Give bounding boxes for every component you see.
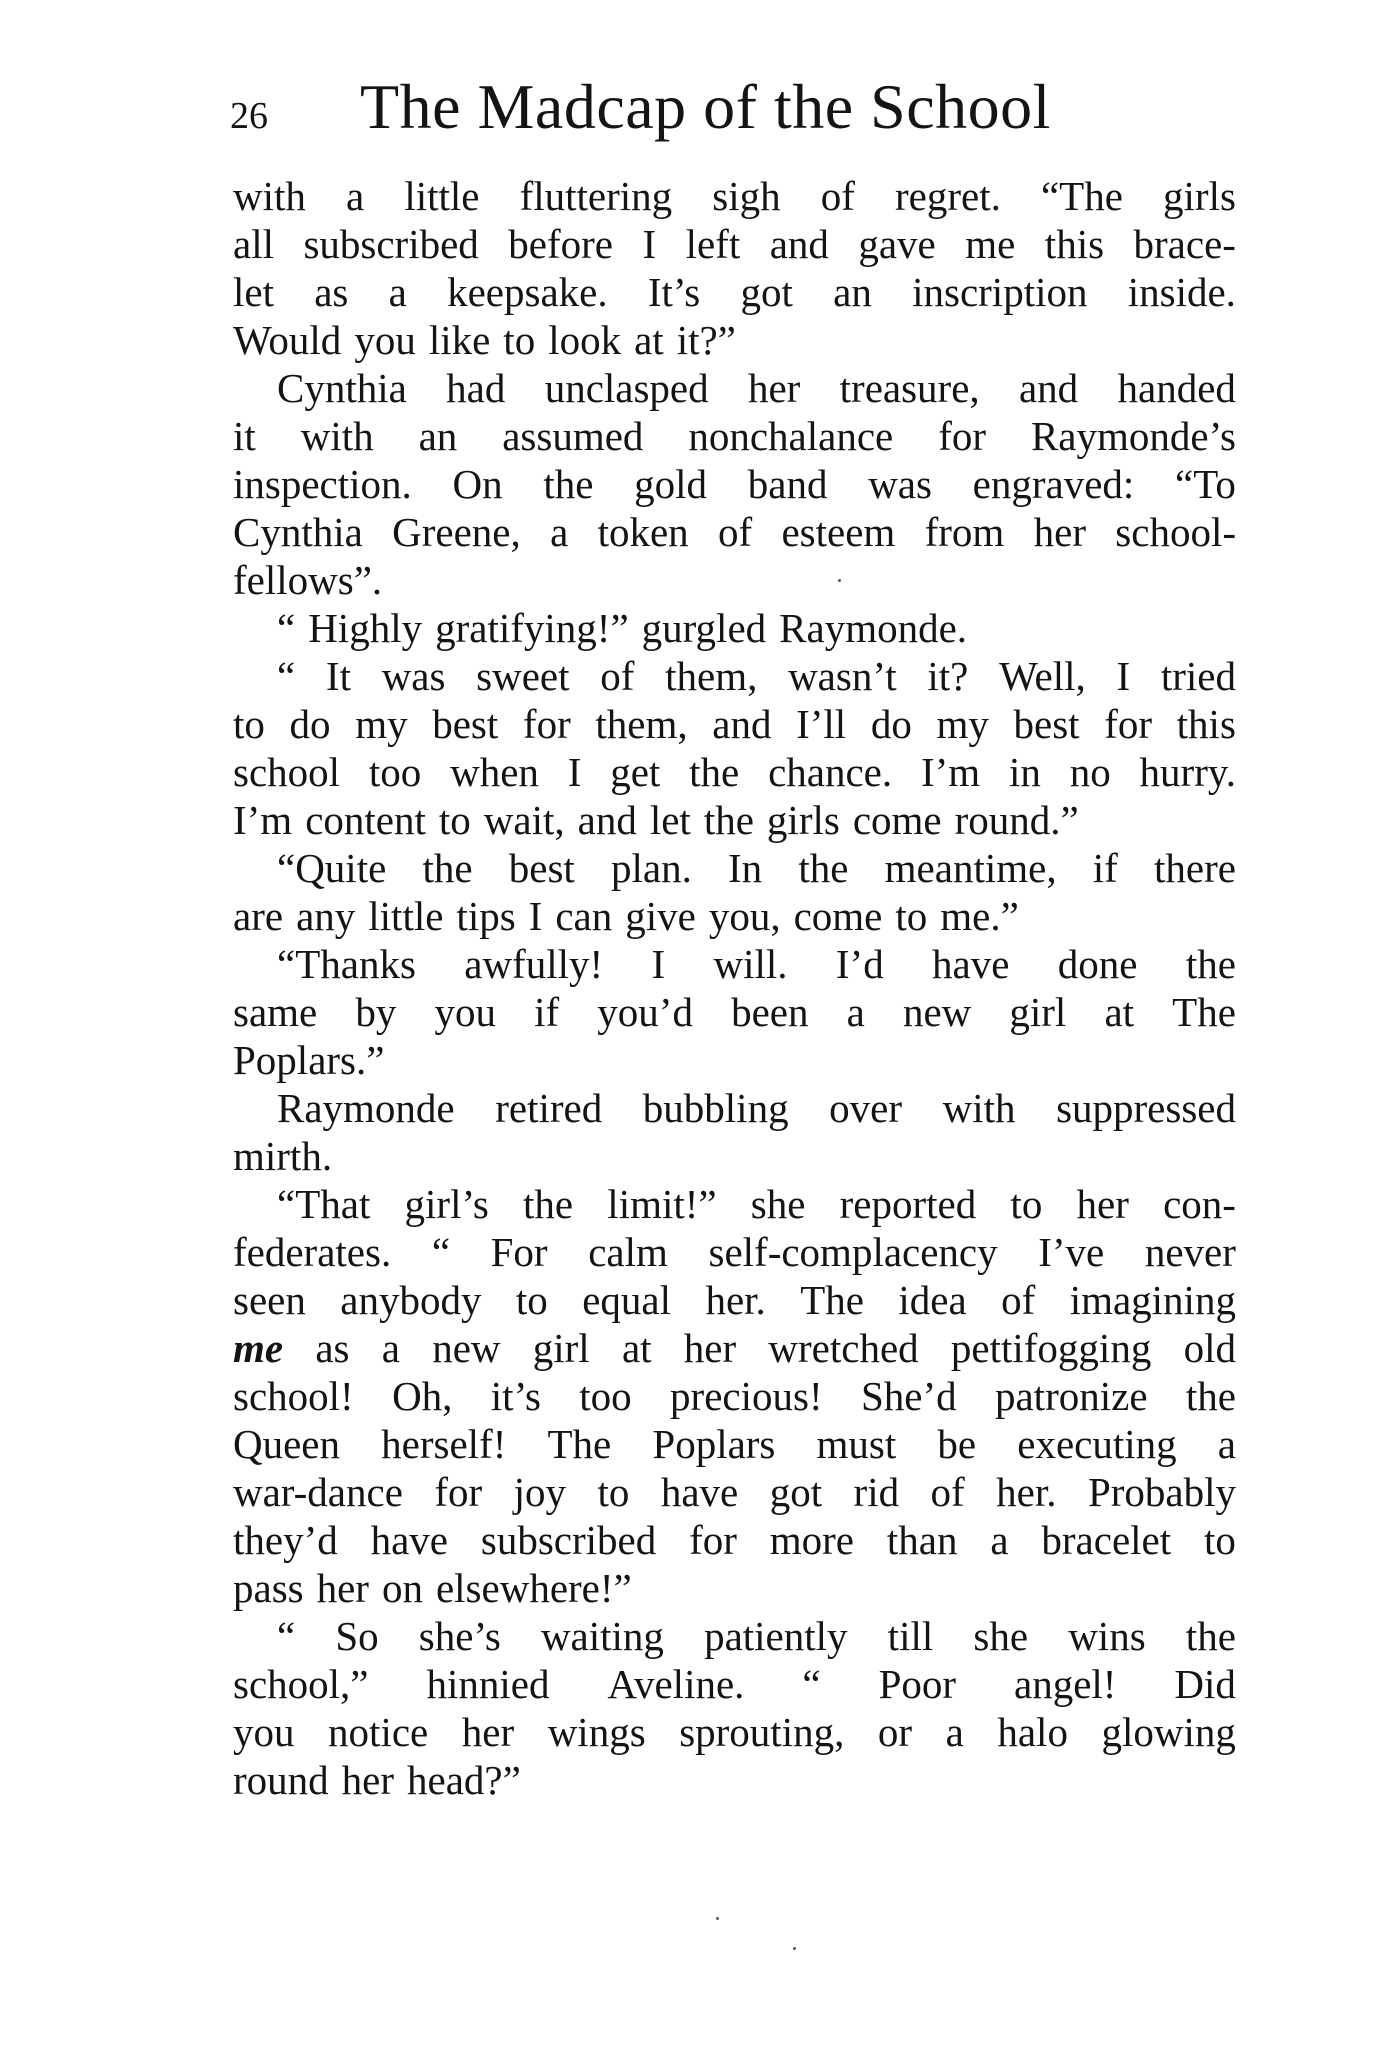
book-title: The Madcap of the School (360, 71, 1051, 142)
text-line: are any little tips I can give you, come to me.” (233, 893, 1019, 939)
text-line: Would you like to look at it?” (233, 317, 736, 363)
paper-speck (793, 1947, 796, 1950)
paper-speck (838, 579, 841, 582)
text-line: school! Oh, it’s too precious! She’d patronize the (233, 1373, 1236, 1419)
text-line: me as a new girl at her wretched pettifogging old (233, 1325, 1236, 1371)
text-line: school too when I get the chance. I’m in no hurry. (233, 749, 1236, 795)
text-line: I’m content to wait, and let the girls come round.” (233, 797, 1079, 843)
text-line: “Quite the best plan. In the meantime, if there (277, 845, 1236, 891)
text-line: war-dance for joy to have got rid of her. Probably (233, 1469, 1236, 1515)
text-line: Raymonde retired bubbling over with suppressed (277, 1085, 1236, 1131)
text-line: round her head?” (233, 1757, 521, 1803)
text-line: you notice her wings sprouting, or a halo glowing (233, 1709, 1236, 1755)
text-line: it with an assumed nonchalance for Raymonde’s (233, 413, 1236, 459)
text-line: “Thanks awfully! I will. I’d have done the (277, 941, 1236, 987)
text-line: to do my best for them, and I’ll do my best for this (233, 701, 1236, 747)
text-line: Poplars.” (233, 1037, 385, 1083)
text-line: “ So she’s waiting patiently till she wins the (277, 1613, 1236, 1659)
text-line: same by you if you’d been a new girl at The (233, 989, 1236, 1035)
text-line: let as a keepsake. It’s got an inscription inside. (233, 269, 1236, 315)
body-text (233, 172, 1236, 1804)
text-line: federates. “ For calm self-complacency I’ve never (233, 1229, 1236, 1275)
text-line: “ It was sweet of them, wasn’t it? Well, I tried (277, 653, 1236, 699)
text-line: they’d have subscribed for more than a bracelet to (233, 1517, 1236, 1563)
text-line: “ Highly gratifying!” gurgled Raymonde. (277, 605, 968, 651)
running-head (230, 62, 1240, 152)
text-line: Cynthia Greene, a token of esteem from her school- (233, 509, 1236, 555)
text-line: inspection. On the gold band was engraved: “To (233, 461, 1236, 507)
text-line: pass her on elsewhere!” (233, 1565, 632, 1611)
text-line: “That girl’s the limit!” she reported to her con- (277, 1181, 1236, 1227)
text-line: mirth. (233, 1133, 333, 1179)
text-line: seen anybody to equal her. The idea of imagining (233, 1277, 1236, 1323)
page-number: 26 (230, 95, 268, 137)
paper-speck (716, 1917, 719, 1920)
text-line: with a little fluttering sigh of regret. “The girls (233, 173, 1236, 219)
text-line: fellows”. (233, 557, 383, 603)
text-line: Queen herself! The Poplars must be executing a (233, 1421, 1236, 1467)
text-line: school,” hinnied Aveline. “ Poor angel! Did (233, 1661, 1236, 1707)
text-line: Cynthia had unclasped her treasure, and handed (277, 365, 1236, 411)
text-line: all subscribed before I left and gave me this brace- (233, 221, 1236, 267)
